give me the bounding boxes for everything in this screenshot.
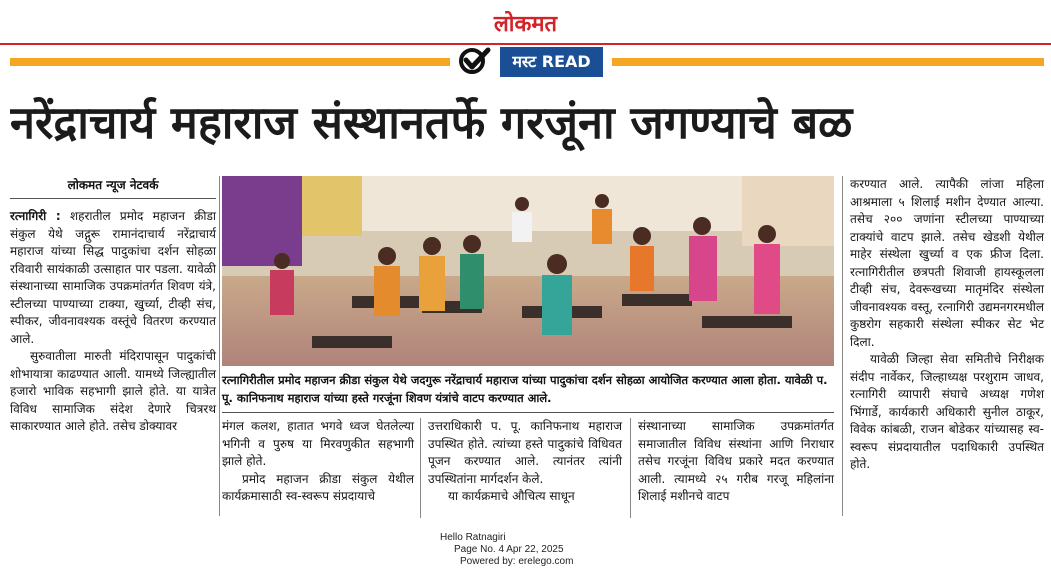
column-4-paragraph-1: संस्थानाच्या सामाजिक उपक्रमांतर्गत समाजातील विविध संस्थांना आणि निराधार तसेच गरजूंना विविध प्रकारे मदत करण्यात आली. त्यामध्ये २५ गरीब गरजू महिलांना शिलाई मशीनचे वाटप	[638, 419, 834, 503]
article-column-2	[222, 418, 414, 518]
byline-divider	[10, 198, 216, 199]
column-1-paragraph-2: सुरुवातीला मारुती मंदिरापासून पादुकांची शोभायात्रा काढण्यात आली. यामध्ये जिल्ह्यातील हजारो भाविक सहभागी झाले होते. या यात्रेत विविध सामाजिक संदेश देणारे चित्ररथ साकारण्यात आले होते. तसेच डोक्यावर	[10, 349, 216, 433]
article-column-3	[428, 418, 622, 518]
footer-publication: Hello Ratnagiri	[440, 532, 506, 543]
page-footer	[440, 532, 600, 568]
page-title: नरेंद्राचार्य महाराज संस्थानतर्फे गरजूंना जगण्याचे बळ	[10, 96, 853, 149]
column-2-paragraph-1: मंगल कलश, हातात भगवे ध्वज घेतलेल्या भगिनी व पुरुष या मिरवणुकीत सहभागी झाले होते.	[222, 419, 414, 468]
article-column-1	[10, 208, 216, 508]
byline: लोकमत न्यूज नेटवर्क	[67, 178, 159, 192]
column-1-paragraph-1: शहरातील प्रमोद महाजन क्रीडा संकुल येथे जद्गुरू रामानंदाचार्य नरेंद्राचार्य महाराज यांच्या सिद्ध पादुकांचा दर्शन सोहळा रविवारी सायंकाळी उत्साहात पार पडला. यावेळी संस्थानाच्या सामाजिक उपक्रमांतर्गत शिवण यंत्रे, स्टीलच्या पाण्याच्या टाक्या, खुर्च्या, टीव्ही संच, स्पीकर, जीवनावश्यक वस्तूंचे वितरण करण्यात आले.	[10, 209, 216, 346]
footer-page-date: Page No. 4 Apr 22, 2025	[454, 544, 564, 555]
column-divider	[630, 418, 631, 518]
accent-band-left	[10, 58, 450, 66]
masthead-rule	[0, 43, 1051, 45]
masthead	[0, 8, 1051, 38]
article-column-5	[850, 176, 1044, 516]
article-column-4	[638, 418, 834, 518]
column-3-paragraph-1: उत्तराधिकारी प. पू. कानिफनाथ महाराज उपस्थित होते. त्यांच्या हस्ते पादुकांचे विधिवत पूजन करण्यात आले. त्यानंतर त्यांनी उपस्थितांना मार्गदर्शन केले.	[428, 419, 622, 486]
accent-band-right	[612, 58, 1044, 66]
check-circle-icon	[456, 46, 492, 76]
photo-caption: रत्नागिरीतील प्रमोद महाजन क्रीडा संकुल येथे जदगुरू नरेंद्राचार्य महाराज यांच्या पादुकांचा दर्शन सोहळा आयोजित करण्यात आला होता. यावेळी प. पू. कानिफनाथ महाराज यांच्या हस्ते गरजूंना शिवण यंत्रांचे वाटप करण्यात आले.	[222, 373, 828, 405]
event-photo	[222, 176, 834, 366]
column-5-paragraph-1: करण्यात आले. त्यापैकी लांजा महिला आश्रमाला ५ शिलाई मशीन देण्यात आल्या. तसेच २०० जणांना स्टीलच्या पाण्याच्या टाक्यांचे वाटप झाले. तसेच खेडशी येथील माहेर संस्थेला खुर्च्या व एक फ्रीज दिला. रत्नागिरीतील छत्रपती शिवाजी हायस्कूलला टीव्ही संच, देवरूखच्या मातृमंदिर संस्थेला जीवनावश्यक वस्तू, रत्नागिरी उद्यमनगरमधील कुष्ठरोग सहकारी संस्थेला स्पीकर सेट भेट दिला.	[850, 177, 1044, 349]
column-2-paragraph-2: प्रमोद महाजन क्रीडा संकुल येथील कार्यक्रमासाठी स्व-स्वरूप संप्रदायाचे	[222, 471, 414, 503]
dateline: रत्नागिरी :	[10, 209, 61, 223]
column-divider	[420, 418, 421, 518]
masthead-logo: लोकमत	[493, 12, 558, 37]
must-read-tag: मस्ट READ	[500, 47, 603, 77]
caption-divider	[222, 412, 834, 413]
footer-powered-by: Powered by: erelego.com	[460, 556, 574, 567]
column-5-paragraph-2: यावेळी जिल्हा सेवा समितीचे निरीक्षक संदीप नार्वेकर, जिल्हाध्यक्ष परशुराम जाधव, रत्नागिरी व्यापारी संघाचे अध्यक्ष गणेश भिंगार्डे, कार्यकारी अधिकारी सुनील ठाकूर, विवेक कांबळी, राजन बोडेकर यांच्यासह स्व-स्वरूप संप्रदायातील पदाधिकारी उपस्थित होते.	[850, 352, 1044, 471]
column-divider	[842, 176, 843, 516]
column-3-paragraph-2: या कार्यक्रमाचे औचित्य साधून	[448, 489, 575, 503]
column-divider	[219, 176, 220, 516]
